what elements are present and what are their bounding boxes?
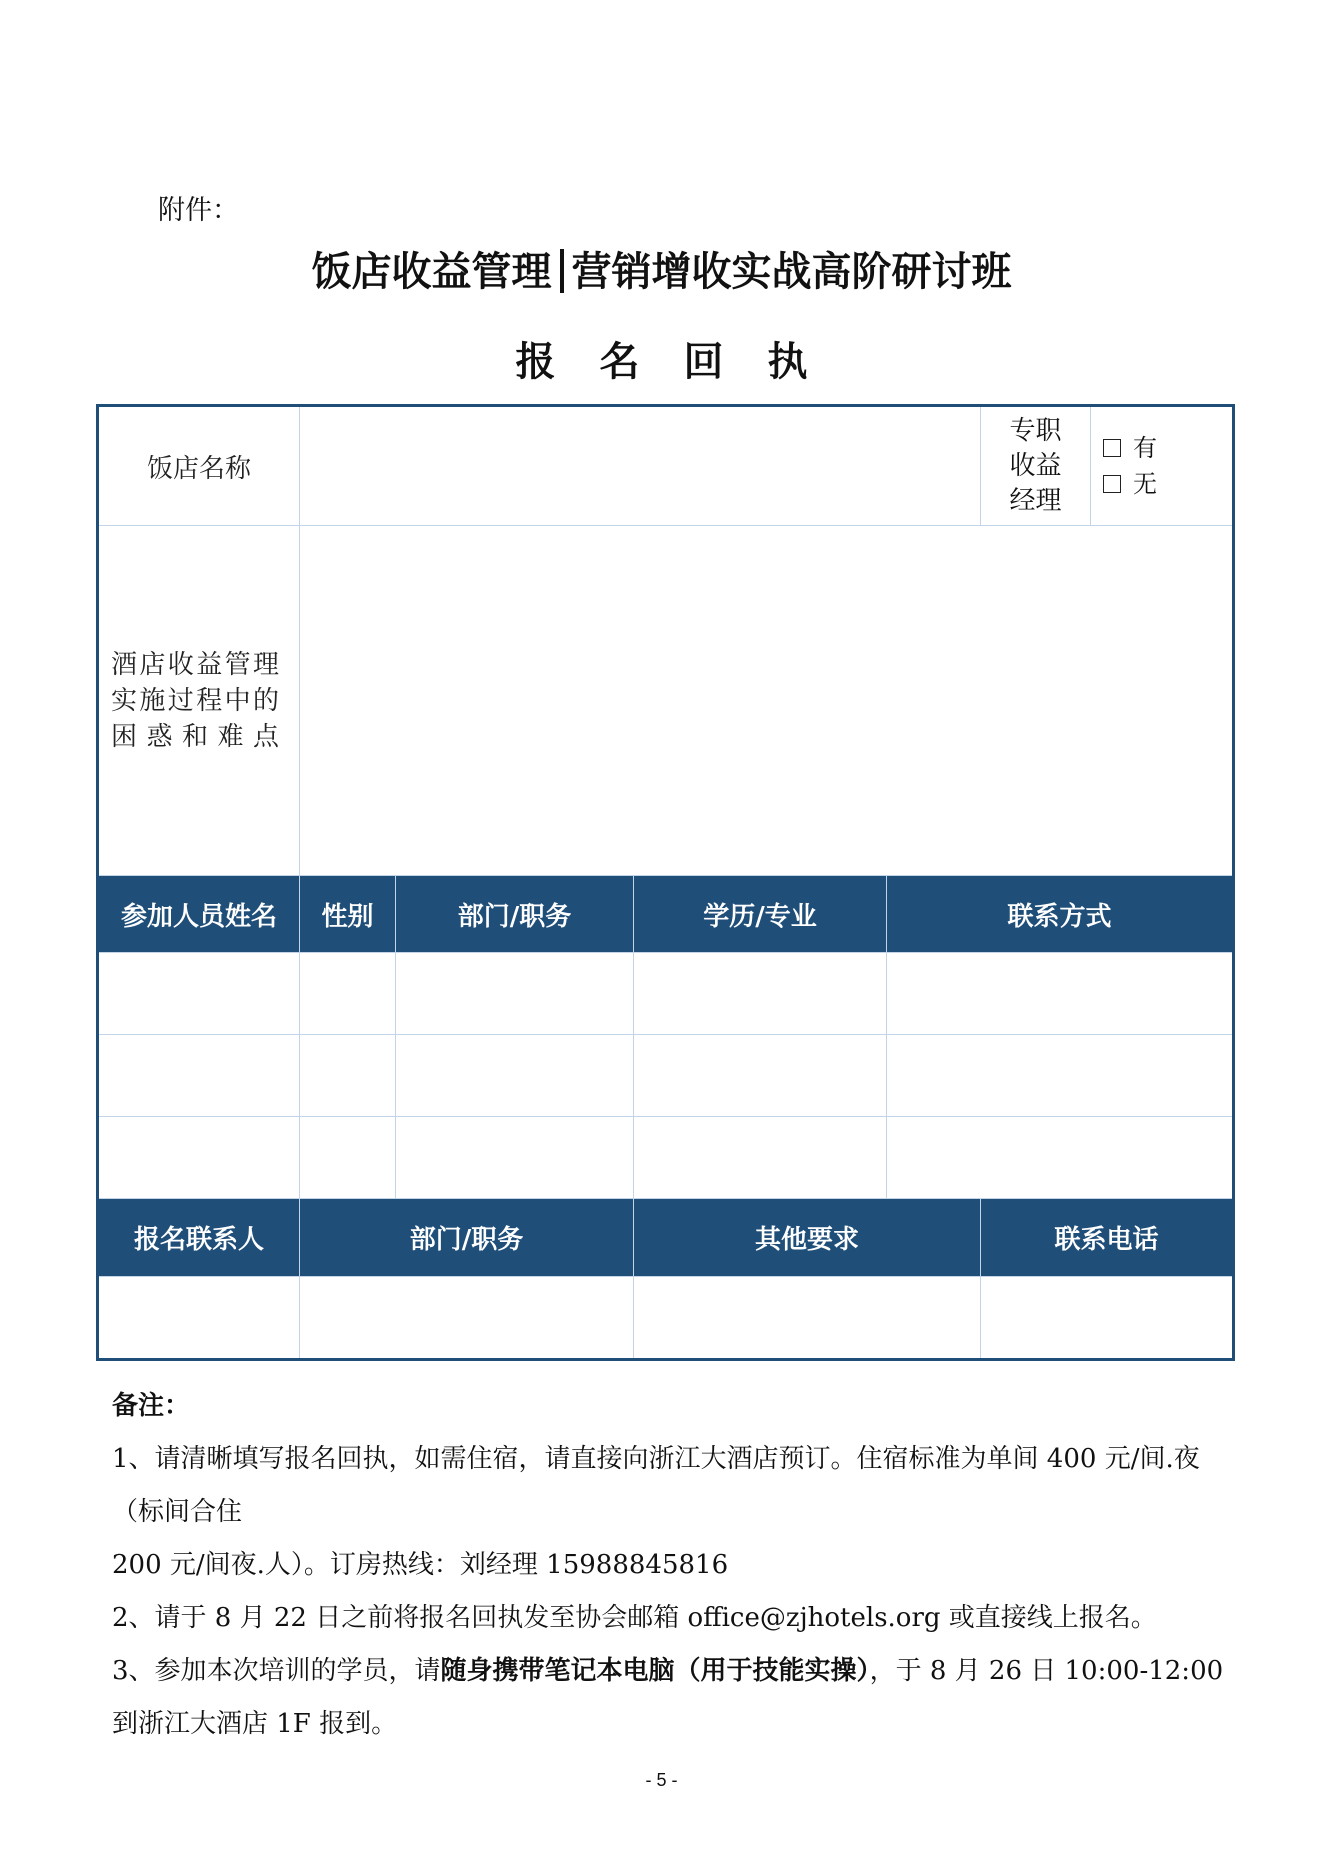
participant-contact-cell[interactable] [887, 953, 1234, 1035]
hotel-name-input[interactable] [300, 406, 981, 526]
difficulties-row [98, 526, 1234, 876]
participant-name-cell[interactable] [98, 1117, 300, 1199]
note-line: 2、请于 8 月 22 日之前将报名回执发至协会邮箱 office@zjhotels.org 或直接线上报名。 [112, 1603, 1157, 1633]
participant-row [98, 953, 1234, 1035]
hotel-name-row [98, 406, 1234, 526]
participant-department-cell[interactable] [396, 1035, 634, 1117]
participant-gender-cell[interactable] [300, 1035, 396, 1117]
participant-row [98, 1117, 1234, 1199]
difficulties-label: 酒店收益管理 实施过程中的 困惑和难点 [98, 526, 300, 876]
difficulties-input[interactable] [300, 526, 1234, 876]
note-bold-text: 随身携带笔记本电脑（用于技能实操） [440, 1656, 870, 1686]
contact-row [98, 1277, 1234, 1360]
header-gender: 性别 [300, 876, 396, 953]
attachment-label: 附件： [158, 195, 239, 226]
header-contact-department: 部门/职务 [300, 1199, 634, 1277]
checkbox-icon[interactable] [1103, 439, 1121, 457]
registration-form-table [96, 404, 1235, 1361]
participants-header-row [98, 876, 1234, 953]
participant-name-cell[interactable] [98, 953, 300, 1035]
title-separator [560, 249, 564, 293]
revenue-manager-label: 专职 收益 经理 [981, 406, 1091, 526]
header-participant-name: 参加人员姓名 [98, 876, 300, 953]
participant-contact-cell[interactable] [887, 1117, 1234, 1199]
note-line: 200 元/间夜.人）。订房热线：刘经理 15988845816 [112, 1550, 729, 1580]
subtitle-char: 报 [515, 339, 556, 385]
revenue-manager-options [1091, 406, 1234, 526]
participant-gender-cell[interactable] [300, 1117, 396, 1199]
participant-department-cell[interactable] [396, 953, 634, 1035]
hotel-name-label: 饭店名称 [98, 406, 300, 526]
notes-heading: 备注： [112, 1391, 191, 1421]
contact-requirements-cell[interactable] [634, 1277, 981, 1360]
participant-department-cell[interactable] [396, 1117, 634, 1199]
form-subtitle [0, 330, 1323, 387]
subtitle-char: 执 [767, 339, 808, 385]
header-contact-phone: 联系电话 [981, 1199, 1234, 1277]
participant-education-cell[interactable] [634, 1117, 887, 1199]
participant-education-cell[interactable] [634, 953, 887, 1035]
contact-header-row [98, 1199, 1234, 1277]
option-yes[interactable]: 有 [1103, 430, 1232, 466]
participant-contact-cell[interactable] [887, 1035, 1234, 1117]
page-number: - 5 - [645, 1770, 678, 1790]
note-line: 1、请清晰填写报名回执，如需住宿，请直接向浙江大酒店预订。住宿标准为单间 400 元/间.夜（标间合住 [112, 1444, 1200, 1527]
title-part-1: 饭店收益管理 [311, 249, 552, 295]
note-line: 到浙江大酒店 1F 报到。 [112, 1709, 398, 1739]
participant-gender-cell[interactable] [300, 953, 396, 1035]
participant-row [98, 1035, 1234, 1117]
subtitle-char: 名 [599, 339, 640, 385]
header-education-major: 学历/专业 [634, 876, 887, 953]
contact-name-cell[interactable] [98, 1277, 300, 1360]
participant-education-cell[interactable] [634, 1035, 887, 1117]
checkbox-icon[interactable] [1103, 475, 1121, 493]
document-title [0, 240, 1323, 297]
header-other-requirements: 其他要求 [634, 1199, 981, 1277]
contact-phone-cell[interactable] [981, 1277, 1234, 1360]
participant-name-cell[interactable] [98, 1035, 300, 1117]
header-contact-info: 联系方式 [887, 876, 1234, 953]
notes-section [112, 1380, 1232, 1751]
title-part-2: 营销增收实战高阶研讨班 [571, 249, 1012, 295]
header-registration-contact: 报名联系人 [98, 1199, 300, 1277]
header-department-position: 部门/职务 [396, 876, 634, 953]
note-line: 3、参加本次培训的学员，请随身携带笔记本电脑（用于技能实操），于 8 月 26 日 10:00-12:00 [112, 1656, 1224, 1686]
contact-department-cell[interactable] [300, 1277, 634, 1360]
subtitle-char: 回 [683, 339, 724, 385]
option-no[interactable]: 无 [1103, 466, 1232, 502]
